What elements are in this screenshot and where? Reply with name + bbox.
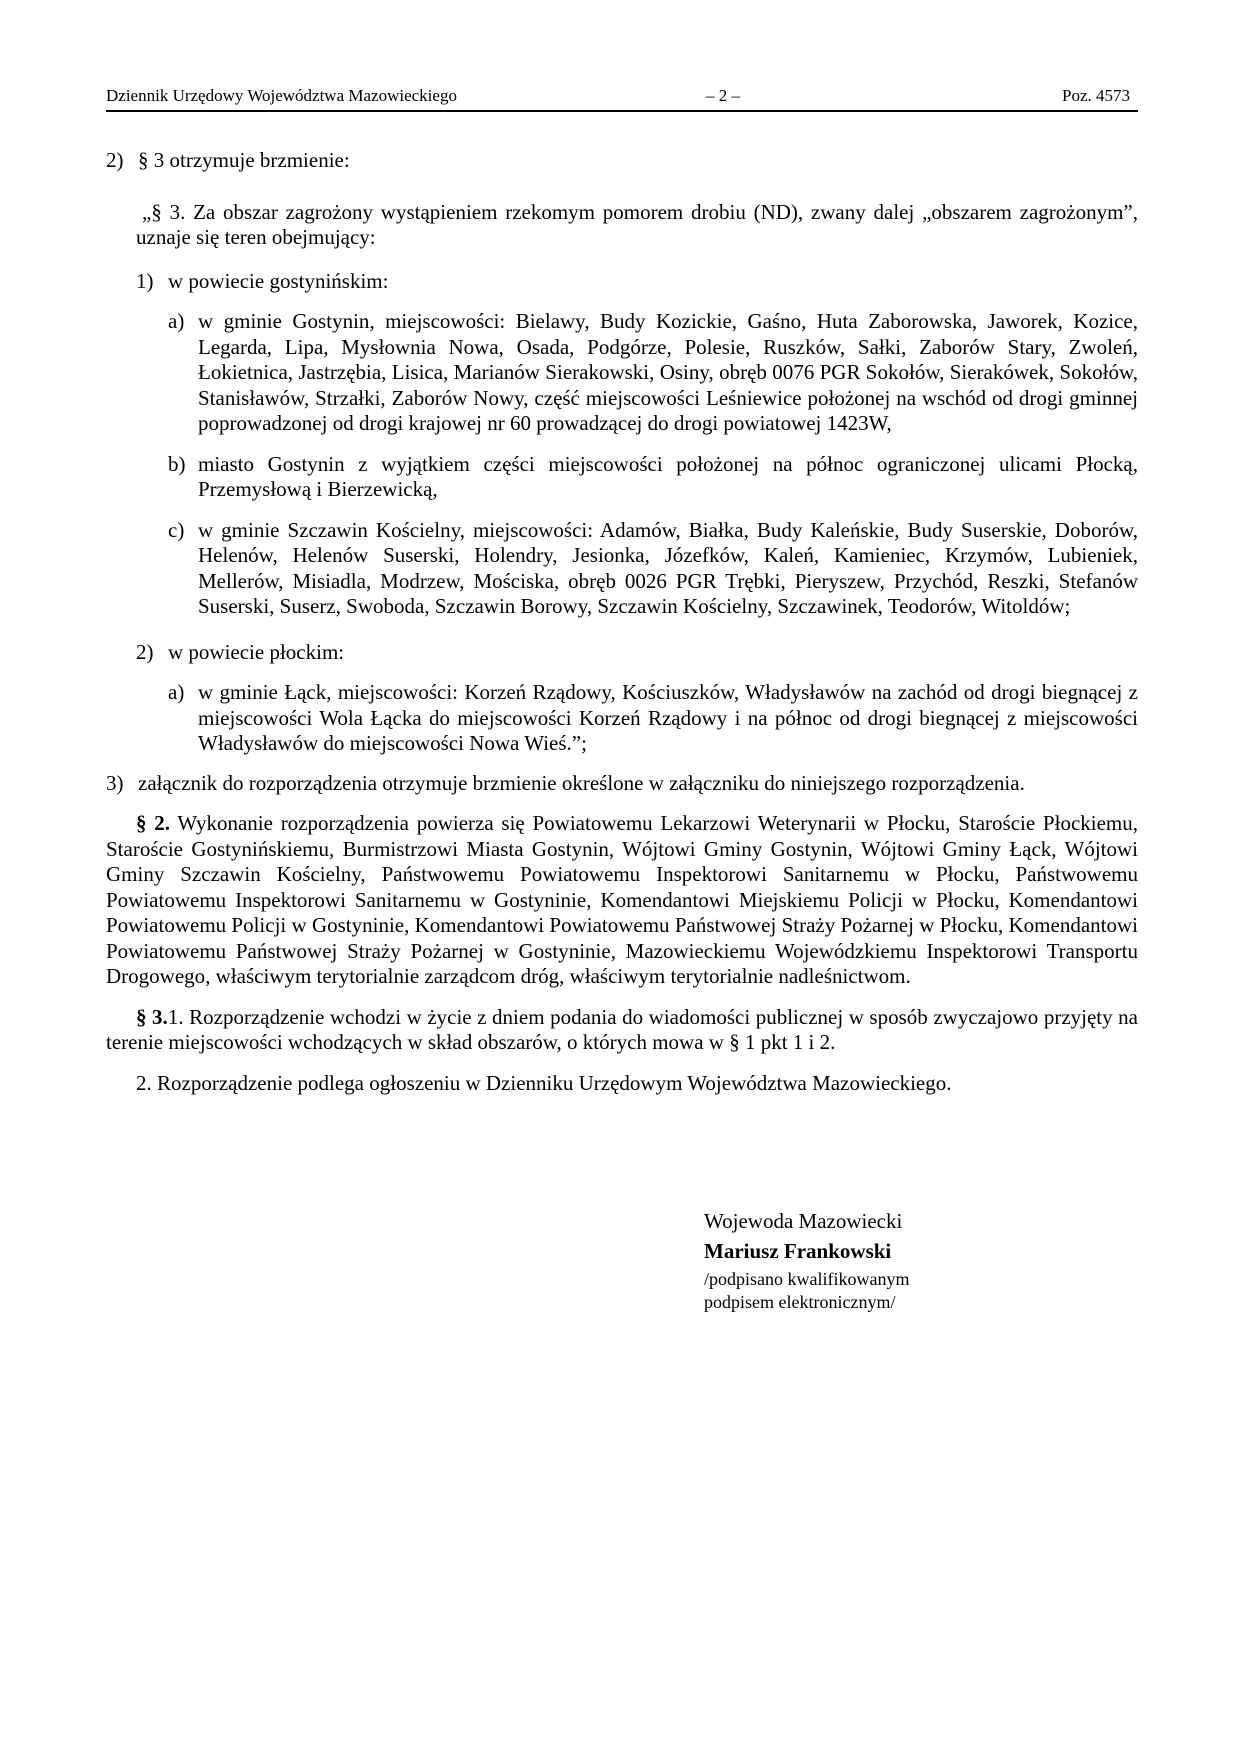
sub-text: w gminie Szczawin Kościelny, miejscowości: Adamów, Białka, Budy Kaleńskie, Budy Suserskie, Doborów, Helenów, Helenów Suserski, Holendry, Jesionka, Józefków, Kaleń, Kamieniec, Krzymów, Lubieniek, Mellerów, Misiadla, Modrzew, Mościska, obręb 0026 PGR Trębki, Pieryszew, Przychód, Reszki, Stefanów Suserski, Suserz, Swoboda, Szczawin Borowy, Szczawin Kościelny, Szczawinek, Teodorów, Witoldów; (198, 517, 1138, 618)
sub-item (168, 309, 1138, 437)
item-text: załącznik do rozporządzenia otrzymuje brzmienie określone w załączniku do niniejszego rozporządzenia. (138, 770, 1025, 795)
item-number: 2) (106, 148, 124, 172)
section-3-point-2: 2. Rozporządzenie podlega ogłoszeniu w Dzienniku Urzędowym Województwa Mazowieckiego. (136, 1070, 952, 1095)
page-header (106, 86, 1138, 112)
signature-block (704, 1207, 909, 1314)
section-2-label: § 2. (136, 811, 171, 835)
item-number: 3) (106, 770, 124, 795)
journal-title: Dziennik Urzędowy Województwa Mazowieckiego (106, 86, 457, 105)
sub-letter: a) (168, 680, 185, 704)
sub-text: w gminie Gostynin, miejscowości: Bielawy, Budy Kozickie, Gaśno, Huta Zaborowska, Jaworek, Kozice, Legarda, Lipa, Mysłownia Nowa, Osada, Podgórze, Polesie, Ruszków, Sałki, Zaborów Stary, Zwoleń, Łokietnica, Jastrzębia, Lisica, Marianów Sierakowski, Osiny, obręb 0076 PGR Sokołów, Sierakówek, Sokołów, Stanisławów, Strzałki, Zaborów Nowy, część miejscowości Leśniewice położonej na wschód od drogi gminnej poprowadzonej od drogi krajowej nr 60 prowadzącej do drogi powiatowej 1423W, (198, 309, 1138, 435)
sub-letter: c) (168, 517, 185, 542)
sub-item (168, 518, 1138, 620)
signature-note-line-2: podpisem elektronicznym/ (704, 1292, 896, 1312)
signatory-title: Wojewoda Mazowiecki (704, 1209, 903, 1233)
page-number: – 2 – (706, 86, 740, 105)
document-body (106, 148, 1138, 1096)
amendment-item (106, 148, 1138, 174)
section-2-text: Wykonanie rozporządzenia powierza się Powiatowemu Lekarzowi Weterynarii w Płocku, Staroście Płockiemu, Staroście Gostynińskiemu, Burmistrzowi Miasta Gostynin, Wójtowi Gminy Gostynin, Wójtowi Gminy Łąck, Wójtowi Gminy Szczawin Kościelny, Państwowemu Powiatowemu Inspektorowi Sanitarnemu w Płocku, Państwowemu Powiatowemu Inspektorowi Sanitarnemu w Gostyninie, Komendantowi Miejskiemu Policji w Płocku, Komendantowi Powiatowemu Policji w Gostyninie, Komendantowi Powiatowemu Państwowej Straży Pożarnej w Płocku, Komendantowi Powiatowemu Państwowej Straży Pożarnej w Gostyninie, Mazowieckiemu Wojewódzkiemu Inspektorowi Transportu Drogowego, właściwym terytorialnie zarządcom dróg, właściwym terytorialnie nadleśnictwom. (106, 811, 1139, 988)
sub-item (168, 680, 1138, 757)
sub-text: miasto Gostynin z wyjątkiem części miejscowości położonej na północ ograniczonej ulicami Płocką, Przemysłową i Bierzewicką, (198, 451, 1138, 501)
point-2-sublist (168, 680, 1138, 757)
sub-letter: a) (168, 309, 185, 333)
signature-note-line-1: /podpisano kwalifikowanym (704, 1269, 910, 1289)
section-3-text: 1. Rozporządzenie wchodzi w życie z dniem podania do wiadomości publicznej w sposób zwyczajowo przyjęty na terenie miejscowości wchodzących w skład obszarów, o których mowa w § 1 pkt 1 i 2. (106, 1004, 1139, 1054)
sub-item (168, 452, 1138, 503)
point-1 (136, 269, 1138, 295)
section-2-paragraph (106, 811, 1138, 990)
sub-text: w gminie Łąck, miejscowości: Korzeń Rządowy, Kościuszków, Władysławów na zachód od drogi biegnącej z miejscowości Wola Łącka do miejscowości Korzeń Rządowy i na północ od drogi biegnącej z miejscowości Władysławów do miejscowości Nowa Wieś.”; (198, 680, 1138, 755)
point-number: 1) (136, 268, 154, 293)
signatory-name: Mariusz Frankowski (704, 1239, 892, 1263)
point-2 (136, 640, 1138, 666)
position-number: Poz. 4573 (1062, 86, 1130, 105)
item-text: § 3 otrzymuje brzmienie: (138, 148, 350, 172)
sub-letter: b) (168, 451, 186, 476)
point-text: w powiecie płockim: (168, 639, 345, 664)
amendment-item (106, 771, 1138, 797)
section-3-label: § 3. (136, 1004, 168, 1029)
point-1-sublist (168, 309, 1138, 620)
point-number: 2) (136, 639, 154, 664)
point-text: w powiecie gostynińskim: (168, 268, 389, 293)
section-3-paragraph (106, 1005, 1138, 1056)
section-3-quote: „§ 3. Za obszar zagrożony wystąpieniem rzekomym pomorem drobiu (ND), zwany dalej „obszarem zagrożonym”, uznaje się teren obejmujący: (136, 199, 1138, 249)
